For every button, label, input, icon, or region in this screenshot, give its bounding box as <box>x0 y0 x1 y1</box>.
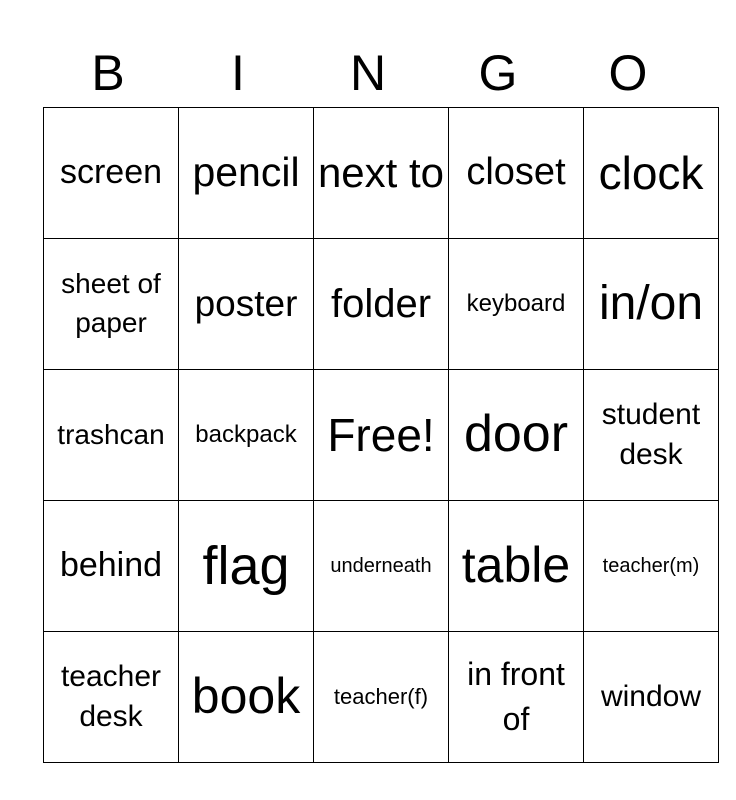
bingo-cell-label: window <box>600 679 702 713</box>
bingo-cell-label: teacher(f) <box>333 684 429 710</box>
bingo-cell-label: in front of <box>467 656 565 737</box>
bingo-cell[interactable] <box>179 501 314 632</box>
bingo-cell[interactable] <box>179 108 314 239</box>
bingo-cell-label: screen <box>59 153 163 192</box>
header-letter-o: O <box>608 45 648 101</box>
bingo-header <box>43 40 693 106</box>
header-letter-g: G <box>478 45 518 101</box>
bingo-cell-label: door <box>463 405 569 464</box>
bingo-cell[interactable] <box>314 108 449 239</box>
bingo-cell[interactable] <box>449 501 584 632</box>
header-letter-i: I <box>231 45 245 101</box>
board-row <box>44 370 719 501</box>
bingo-cell[interactable] <box>314 239 449 370</box>
bingo-cell[interactable] <box>44 632 179 763</box>
bingo-cell[interactable] <box>179 239 314 370</box>
board-row <box>44 108 719 239</box>
bingo-cell-label: flag <box>202 535 290 596</box>
bingo-cell-label: teacher desk <box>60 659 162 733</box>
bingo-cell-label: next to <box>317 148 445 196</box>
bingo-cell-label: poster <box>194 282 298 324</box>
bingo-cell[interactable] <box>584 239 719 370</box>
bingo-cell[interactable] <box>584 501 719 632</box>
board-row <box>44 632 719 763</box>
bingo-cell[interactable] <box>44 501 179 632</box>
bingo-cell-label: folder <box>330 282 432 326</box>
bingo-cell[interactable] <box>449 239 584 370</box>
bingo-cell[interactable] <box>314 632 449 763</box>
bingo-board <box>43 107 719 763</box>
bingo-cell[interactable] <box>584 108 719 239</box>
header-letter-b: B <box>91 45 125 101</box>
bingo-cell[interactable] <box>314 501 449 632</box>
bingo-cell-label: table <box>461 537 571 594</box>
bingo-cell-label: Free! <box>327 408 435 461</box>
bingo-cell[interactable] <box>44 108 179 239</box>
bingo-cell[interactable] <box>314 370 449 501</box>
bingo-cell[interactable] <box>584 632 719 763</box>
bingo-cell-label: trashcan <box>57 418 165 450</box>
bingo-cell-label: underneath <box>330 554 432 577</box>
bingo-cell[interactable] <box>44 239 179 370</box>
bingo-cell-label: teacher(m) <box>602 554 700 577</box>
bingo-cell-label: closet <box>466 151 566 194</box>
bingo-cell[interactable] <box>44 370 179 501</box>
bingo-cell[interactable] <box>179 370 314 501</box>
bingo-cell-label: keyboard <box>466 290 566 318</box>
bingo-cell-label: pencil <box>192 149 300 196</box>
bingo-cell[interactable] <box>449 370 584 501</box>
board-row <box>44 239 719 370</box>
bingo-cell[interactable] <box>449 632 584 763</box>
bingo-cell-label: in/on <box>598 277 704 331</box>
bingo-cell-label: student desk <box>601 397 701 471</box>
bingo-cell[interactable] <box>179 632 314 763</box>
bingo-cell[interactable] <box>584 370 719 501</box>
bingo-cell-label: book <box>191 668 301 725</box>
bingo-cell-label: behind <box>59 546 163 585</box>
bingo-cell[interactable] <box>449 108 584 239</box>
bingo-cell-label: backpack <box>195 421 297 449</box>
bingo-cell-label: clock <box>598 146 704 199</box>
header-letter-n: N <box>349 45 387 101</box>
board-row <box>44 501 719 632</box>
bingo-cell-label: sheet of paper <box>61 268 161 338</box>
